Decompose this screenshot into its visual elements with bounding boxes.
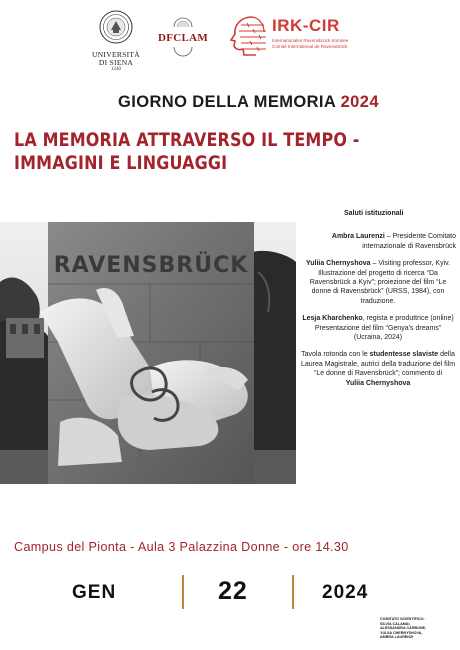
monument-illustration (0, 222, 296, 484)
program-item-kharchenko (300, 314, 456, 342)
committee-member: YULIIA CHERNYSHOVA, (380, 630, 423, 635)
event-year: 2024 (340, 93, 379, 111)
committee-member: ALESSANDRA CARBONE, (380, 626, 427, 631)
scientific-committee (380, 617, 458, 640)
round-table-commentator: Yuliia Chernyshova (345, 379, 411, 387)
title-line1: LA MEMORIA ATTRAVERSO IL TEMPO - (14, 129, 360, 151)
irk-cir-name: IRK-CIR (272, 16, 340, 35)
speaker-role-laurenzi: – Presidente Comitato internazionale di Ravensbrück (362, 233, 456, 250)
university-name-line2: DI SIENA (98, 58, 134, 67)
event-name: GIORNO DELLA MEMORIA (118, 93, 336, 111)
dfclam-logo (156, 14, 210, 62)
page-title (14, 129, 384, 175)
date-separator (292, 575, 294, 609)
monument-inscription: RAVENSBRÜCK (53, 253, 249, 278)
barbed-wire-profile-icon (226, 14, 268, 58)
university-name-line1: UNIVERSITÀ (92, 50, 140, 59)
date-month: GEN (72, 582, 117, 603)
dfclam-name: DFCLAM (157, 32, 209, 44)
date-separator (182, 575, 184, 609)
speaker-role-kharchenko: , regista e produttrice (online) Presentazione del film “Genya’s dreams” (Ucraina, 2024) (314, 315, 454, 342)
speaker-name-kharchenko: Lesja Kharchenko (302, 315, 363, 323)
irk-subtitle-de: Internationales Ravensbrück Komitee (272, 38, 349, 43)
program-item-laurenzi (300, 232, 456, 251)
round-table-students: studentesse slaviste (369, 351, 439, 359)
speaker-name-chernyshova: Yuliia Chernyshova (305, 260, 371, 268)
committee-member: AMBRA LAURENZI (380, 635, 414, 640)
program-item-chernyshova (300, 259, 456, 306)
program-item-round-table (300, 350, 456, 388)
irk-cir-logo (226, 14, 396, 62)
round-table-description: della Laurea Magistrale, autrici della traduzione del film “Le donne di Ravensbrück”; commento di (300, 351, 456, 378)
university-founding-year: 1240 (111, 67, 121, 72)
program-header: Saluti istituzionali (344, 210, 404, 217)
ravensbruck-monument-photo (0, 222, 296, 484)
dfclam-seal-bottom-icon (173, 47, 193, 57)
irk-subtitle-fr: Comité International de Ravensbrück (272, 44, 348, 49)
speaker-name-laurenzi: Ambra Laurenzi (331, 233, 385, 241)
event-heading (118, 93, 448, 112)
program-column (300, 209, 456, 396)
event-date (0, 575, 460, 609)
committee-heading: COMITATO SCIENTIFICO: (380, 617, 425, 621)
date-year: 2024 (322, 582, 369, 603)
university-seal-icon (99, 10, 133, 44)
university-of-siena-logo (92, 10, 140, 73)
dfclam-seal-top-icon (173, 15, 193, 27)
speaker-role-chernyshova: – Visiting professor, Kyiv. Illustrazione del progetto di ricerca “Da Ravensbrück a Kyiv”; proiezione del film “Le donne di Ravensbrück” (URSS, 1984), con traduzione. (309, 260, 451, 305)
date-day: 22 (218, 577, 248, 605)
committee-member: SILVIA CALAMAI, (380, 621, 411, 626)
venue-line: Campus del Pionta - Aula 3 Palazzina Donne - ore 14.30 (14, 540, 349, 554)
round-table-intro: Tavola rotonda con le (301, 351, 370, 359)
title-line2: IMMAGINI E LINGUAGGI (14, 152, 228, 174)
